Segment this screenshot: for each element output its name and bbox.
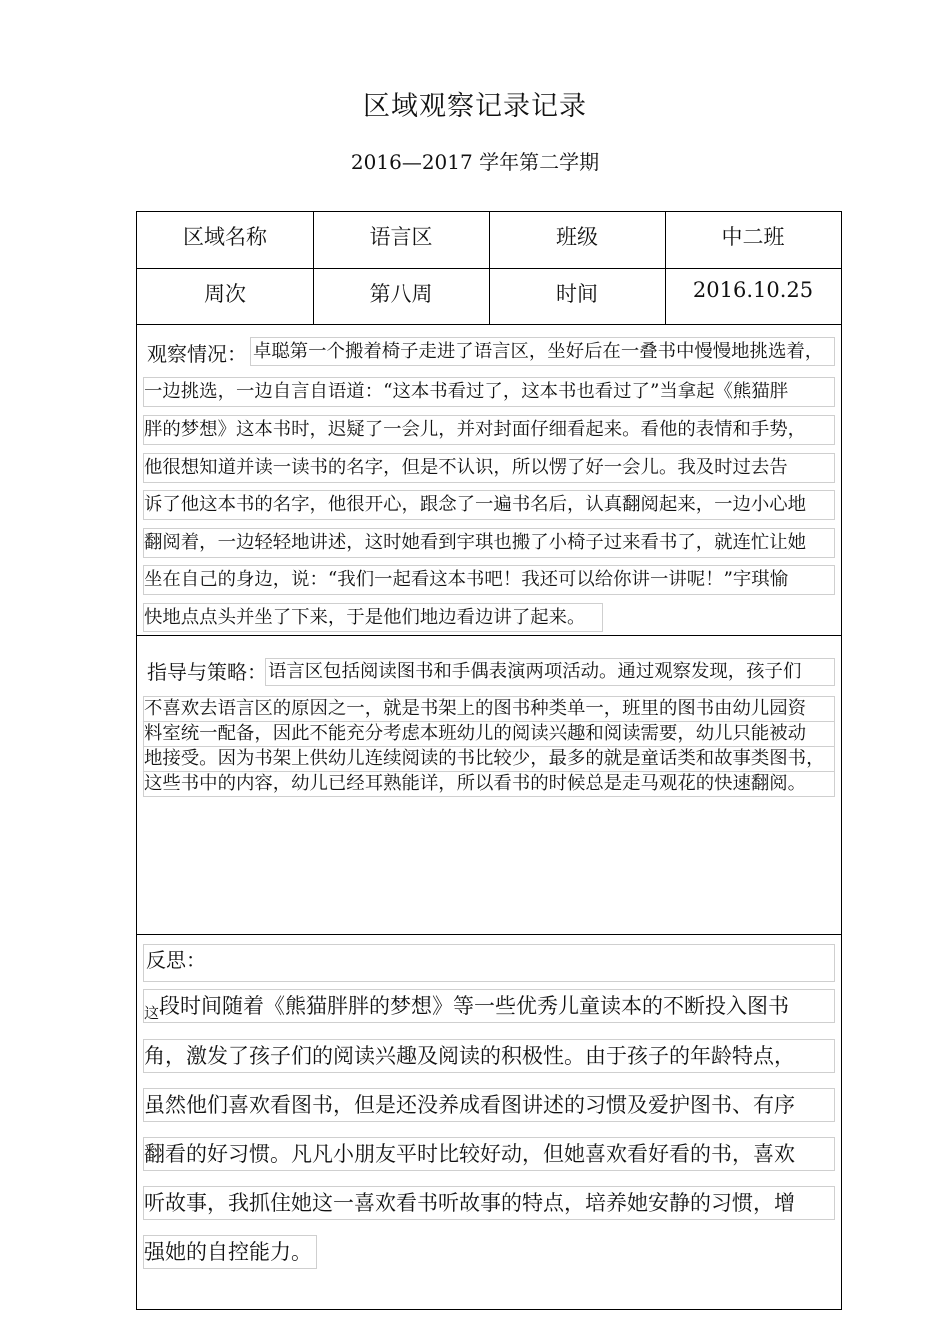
- observation-line: 卓聪第一个搬着椅子走进了语言区，坐好后在一叠书中慢慢地挑选着，: [250, 337, 835, 366]
- area-name-value: 语言区: [369, 225, 433, 249]
- reflection-first-char: 这: [144, 1004, 160, 1022]
- reflection-line: 虽然他们喜欢看图书，但是还没养成看图讲述的习惯及爱护图书、有序: [143, 1088, 835, 1122]
- reflection-line: 翻看的好习惯。凡凡小朋友平时比较好动，但她喜欢看好看的书，喜欢: [143, 1137, 835, 1171]
- guidance-line: 不喜欢去语言区的原因之一，就是书架上的图书种类单一，班里的图书由幼儿园资: [143, 696, 835, 722]
- guidance-line: 地接受。因为书架上供幼儿连续阅读的书比较少，最多的就是童话类和故事类图书，: [143, 746, 835, 772]
- document-subtitle: 2016—2017 学年第二学期: [350, 150, 600, 174]
- guidance-line: 这些书中的内容，幼儿已经耳熟能详，所以看书的时候总是走马观花的快速翻阅。: [143, 771, 835, 797]
- date-value: 2016.10.25: [692, 278, 814, 302]
- observation-line: 快地点点头并坐了下来，于是他们地边看边讲了起来。: [143, 603, 603, 632]
- reflection-line-text: 段时间随着《熊猫胖胖的梦想》等一些优秀儿童读本的不断投入图书: [159, 994, 790, 1018]
- observation-line: 坐在自己的身边，说：“我们一起看这本书吧！我还可以给你讲一讲呢！”宇琪愉: [143, 565, 835, 595]
- reflection-line: 角，激发了孩子们的阅读兴趣及阅读的积极性。由于孩子的年龄特点，: [143, 1039, 835, 1073]
- observation-line: 胖的梦想》这本书时，迟疑了一会儿，并对封面仔细看起来。看他的表情和手势，: [143, 415, 835, 445]
- reflection-label-row: [143, 944, 835, 982]
- observation-label: 观察情况：: [147, 342, 247, 366]
- guidance-line: 语言区包括阅读图书和手偶表演两项活动。通过观察发现，孩子们: [265, 658, 835, 686]
- section-divider: [137, 934, 841, 935]
- observation-line: 他很想知道并读一读书的名字，但是不认识，所以愣了好一会儿。我及时过去告: [143, 453, 835, 483]
- reflection-label: 反思：: [146, 948, 206, 972]
- observation-line: 诉了他这本书的名字，他很开心，跟念了一遍书名后，认真翻阅起来，一边小心地: [143, 490, 835, 520]
- class-value: 中二班: [721, 225, 785, 249]
- area-name-label: 区域名称: [183, 225, 267, 249]
- record-table: [136, 211, 842, 1310]
- guidance-line: 料室统一配备，因此不能充分考虑本班幼儿的阅读兴趣和阅读需要，幼儿只能被动: [143, 721, 835, 747]
- section-divider: [137, 635, 841, 636]
- observation-line: 翻阅着，一边轻轻地讲述，这时她看到宇琪也搬了小椅子过来看书了，就连忙让她: [143, 528, 835, 558]
- reflection-line: [143, 989, 835, 1023]
- date-label: 时间: [556, 282, 598, 306]
- class-label: 班级: [556, 225, 598, 249]
- guidance-label: 指导与策略：: [147, 660, 267, 684]
- reflection-line: 听故事，我抓住她这一喜欢看书听故事的特点，培养她安静的习惯，增: [143, 1186, 835, 1220]
- observation-line: 一边挑选，一边自言自语道：“这本书看过了，这本书也看过了”当拿起《熊猫胖: [143, 377, 835, 407]
- row-divider: [137, 324, 841, 325]
- document-title: 区域观察记录记录: [363, 91, 587, 122]
- reflection-line: 强她的自控能力。: [143, 1235, 317, 1269]
- week-label: 周次: [204, 282, 246, 306]
- week-value: 第八周: [369, 282, 433, 306]
